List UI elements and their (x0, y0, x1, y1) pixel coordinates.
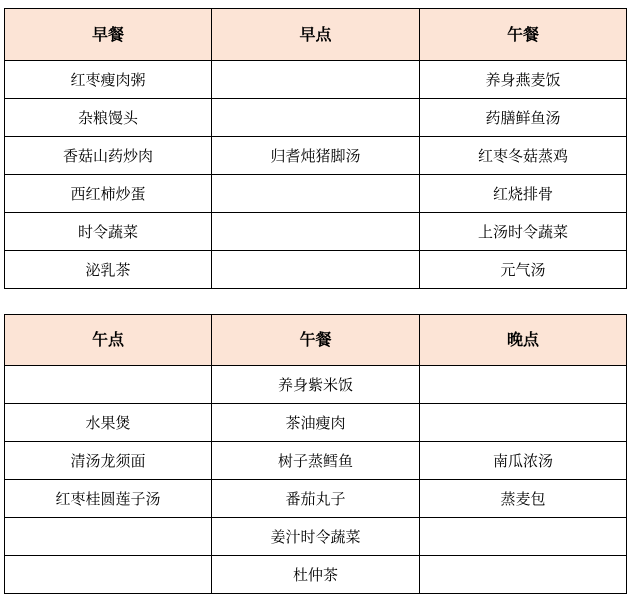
table-cell: 杂粮馒头 (5, 99, 212, 137)
header-afternoon-snack: 午点 (5, 315, 212, 366)
header-meal: 午餐 (212, 315, 420, 366)
table-cell: 时令蔬菜 (5, 213, 212, 251)
table-cell (420, 404, 627, 442)
table-cell: 归耆炖猪脚汤 (212, 137, 420, 175)
table-row (5, 556, 627, 594)
table-cell: 杜仲茶 (212, 556, 420, 594)
table-cell (212, 251, 420, 289)
table-cell: 香菇山药炒肉 (5, 137, 212, 175)
table-cell (212, 175, 420, 213)
table-cell: 泌乳茶 (5, 251, 212, 289)
table-cell: 南瓜浓汤 (420, 442, 627, 480)
table-cell: 茶油瘦肉 (212, 404, 420, 442)
table-row (5, 366, 627, 404)
table-cell: 蒸麦包 (420, 480, 627, 518)
table-cell: 西红柿炒蛋 (5, 175, 212, 213)
table-cell (420, 556, 627, 594)
table-cell: 树子蒸鳕鱼 (212, 442, 420, 480)
table-row (5, 442, 627, 480)
table-cell: 清汤龙须面 (5, 442, 212, 480)
header-evening-snack: 晚点 (420, 315, 627, 366)
table-cell (212, 61, 420, 99)
table-cell: 姜汁时令蔬菜 (212, 518, 420, 556)
table-row (5, 251, 627, 289)
menu-table-morning (4, 8, 627, 289)
table-cell: 红枣桂圆莲子汤 (5, 480, 212, 518)
table-row (5, 480, 627, 518)
table-cell (5, 366, 212, 404)
header-row (5, 315, 627, 366)
table-cell: 番茄丸子 (212, 480, 420, 518)
table-cell (5, 556, 212, 594)
table-cell (420, 518, 627, 556)
table-row (5, 175, 627, 213)
table-row (5, 213, 627, 251)
header-row (5, 9, 627, 61)
table-cell: 养身紫米饭 (212, 366, 420, 404)
table-row (5, 518, 627, 556)
table-cell: 养身燕麦饭 (420, 61, 627, 99)
menu-table-afternoon (4, 314, 627, 594)
table-cell: 红枣瘦肉粥 (5, 61, 212, 99)
table-cell (5, 518, 212, 556)
table-cell: 水果煲 (5, 404, 212, 442)
table-cell: 元气汤 (420, 251, 627, 289)
header-breakfast: 早餐 (5, 9, 212, 61)
table-row (5, 99, 627, 137)
table-cell (212, 213, 420, 251)
table-cell (212, 99, 420, 137)
table-cell: 上汤时令蔬菜 (420, 213, 627, 251)
table-row (5, 137, 627, 175)
table-cell: 红烧排骨 (420, 175, 627, 213)
table-cell: 药膳鲜鱼汤 (420, 99, 627, 137)
table-row (5, 404, 627, 442)
header-lunch: 午餐 (420, 9, 627, 61)
table-cell (420, 366, 627, 404)
header-morning-snack: 早点 (212, 9, 420, 61)
table-cell: 红枣冬菇蒸鸡 (420, 137, 627, 175)
table-row (5, 61, 627, 99)
